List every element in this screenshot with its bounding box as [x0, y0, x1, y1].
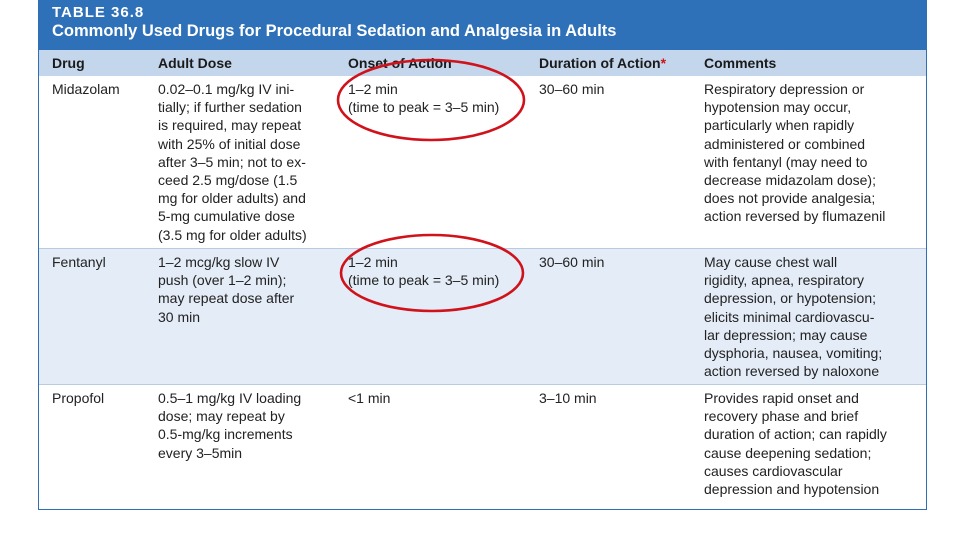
cell-line: tially; if further sedation: [158, 99, 302, 116]
table-row-fentanyl: [39, 249, 926, 384]
cell-duration: [539, 80, 604, 98]
cell-comments: [704, 80, 885, 226]
cell-line: 30 min: [158, 308, 201, 325]
cell-adult-dose: [158, 389, 301, 462]
header-duration-label: Duration of Action: [539, 55, 661, 71]
cell-line: Propofol: [52, 390, 105, 406]
header-adult-dose: Adult Dose: [158, 55, 232, 71]
header-onset: Onset of Action: [348, 55, 452, 71]
header-duration-footnote-mark: *: [660, 55, 667, 71]
cell-line: (time to peak = 3–5 min): [348, 99, 500, 116]
cell-drug: [52, 80, 120, 98]
cell-line: decrease midazolam dose);: [704, 172, 876, 189]
table-row-midazolam: [39, 76, 926, 248]
cell-line: May cause chest wall: [704, 254, 838, 270]
cell-line: hypotension may occur,: [704, 99, 852, 116]
cell-line: rigidity, apnea, respiratory: [704, 272, 865, 289]
table-number: TABLE 36.8: [52, 4, 145, 21]
table-row-propofol: [39, 385, 926, 509]
cell-line: Respiratory depression or: [704, 81, 865, 97]
table-title: Commonly Used Drugs for Procedural Sedation and Analgesia in Adults: [52, 22, 617, 40]
cell-line: elicits minimal cardiovascu-: [704, 308, 875, 325]
cell-line: (time to peak = 3–5 min): [348, 272, 500, 289]
cell-line: dysphoria, nausea, vomiting;: [704, 345, 883, 362]
table-header-row: [39, 50, 926, 76]
cell-adult-dose: [158, 80, 307, 244]
cell-duration: [539, 389, 597, 407]
cell-line: 30–60 min: [539, 254, 605, 270]
header-comments: Comments: [704, 55, 777, 71]
cell-line: lar depression; may cause: [704, 326, 868, 343]
cell-adult-dose: [158, 253, 294, 326]
cell-line: 1–2 min: [348, 254, 398, 270]
cell-line: Fentanyl: [52, 254, 106, 270]
cell-line: cause deepening sedation;: [704, 444, 872, 461]
cell-line: may repeat dose after: [158, 290, 295, 307]
cell-drug: [52, 253, 106, 271]
cell-duration: [539, 253, 604, 271]
cell-line: Midazolam: [52, 81, 120, 97]
cell-line: duration of action; can rapidly: [704, 426, 887, 443]
cell-line: dose; may repeat by: [158, 408, 285, 425]
cell-line: 0.5–1 mg/kg IV loading: [158, 390, 302, 406]
cell-line: (3.5 mg for older adults): [158, 226, 307, 243]
cell-line: action reversed by flumazenil: [704, 208, 886, 225]
cell-line: 1–2 min: [348, 81, 398, 97]
cell-comments: [704, 389, 887, 498]
cell-comments: [704, 253, 882, 380]
cell-line: push (over 1–2 min);: [158, 272, 287, 289]
cell-line: every 3–5min: [158, 444, 243, 461]
table-title-band: [39, 0, 926, 50]
cell-line: depression and hypotension: [704, 481, 880, 498]
cell-line: does not provide analgesia;: [704, 190, 876, 207]
cell-line: particularly when rapidly: [704, 117, 855, 134]
cell-line: 30–60 min: [539, 81, 605, 97]
cell-line: 1–2 mcg/kg slow IV: [158, 254, 280, 270]
cell-drug: [52, 389, 104, 407]
cell-line: with fentanyl (may need to: [704, 153, 868, 170]
cell-line: <1 min: [348, 390, 391, 406]
cell-line: 5-mg cumulative dose: [158, 208, 295, 225]
cell-line: is required, may repeat: [158, 117, 302, 134]
cell-line: after 3–5 min; not to ex-: [158, 153, 306, 170]
cell-line: Provides rapid onset and: [704, 390, 859, 406]
header-duration: [539, 55, 666, 71]
cell-line: with 25% of initial dose: [158, 135, 301, 152]
table-frame: [38, 0, 927, 510]
cell-line: ceed 2.5 mg/dose (1.5: [158, 172, 298, 189]
cell-line: 0.02–0.1 mg/kg IV ini-: [158, 81, 295, 97]
header-drug: Drug: [52, 55, 85, 71]
cell-line: recovery phase and brief: [704, 408, 859, 425]
cell-onset: [348, 389, 390, 407]
cell-line: depression, or hypotension;: [704, 290, 876, 307]
cell-line: 0.5-mg/kg increments: [158, 426, 293, 443]
cell-line: 3–10 min: [539, 390, 597, 406]
cell-onset: [348, 80, 499, 116]
cell-line: administered or combined: [704, 135, 866, 152]
cell-line: causes cardiovascular: [704, 462, 843, 479]
cell-line: action reversed by naloxone: [704, 363, 880, 380]
cell-onset: [348, 253, 499, 289]
cell-line: mg for older adults) and: [158, 190, 306, 207]
